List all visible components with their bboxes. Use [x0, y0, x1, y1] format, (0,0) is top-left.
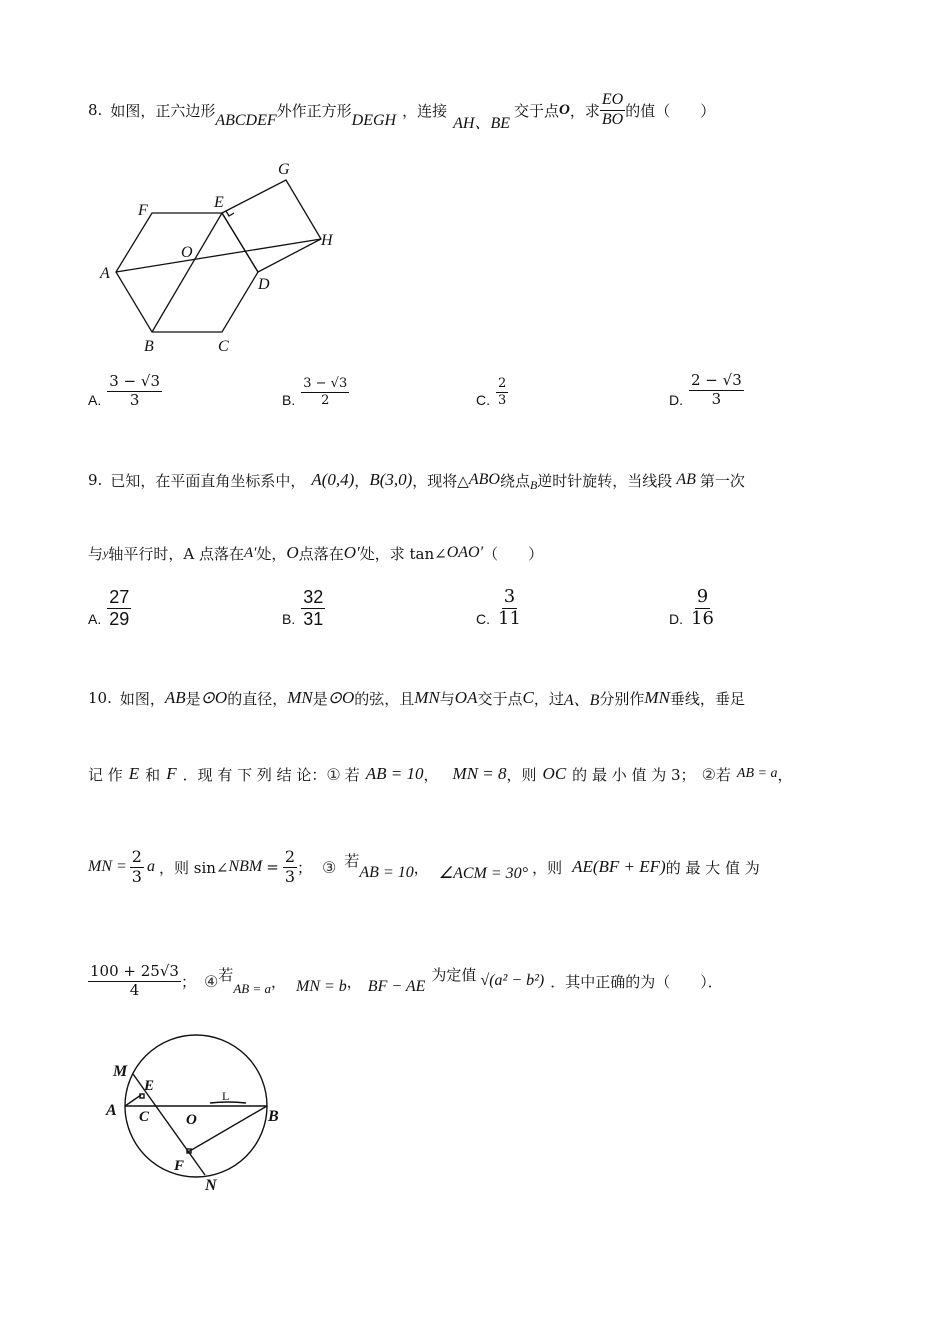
q10-nbm: NBM	[228, 858, 263, 875]
q9-option-b-den: 31	[303, 608, 324, 629]
q8-text-6: 的值（ ）	[625, 101, 716, 120]
q9-option-c-den: 11	[498, 607, 521, 629]
q8-label-d: D	[258, 276, 270, 293]
q10-ab: AB	[164, 688, 186, 707]
q8-option-d-num: 2 − √3	[691, 370, 742, 389]
q10-circled-2: ②	[701, 764, 716, 784]
q10-text-17: 的 最 小 值 为 3；	[572, 765, 696, 784]
q9-text-11: （ ）	[483, 544, 544, 563]
q10-text-26: 的 最 大 值 为	[665, 858, 760, 877]
q8-label-a: A	[100, 265, 110, 282]
q8-label-b: B	[144, 338, 154, 355]
q10-text-8: ，过	[533, 689, 564, 708]
q9-text-7: 轴平行时，A 点落在	[108, 544, 244, 563]
q10-point-c: C	[522, 688, 534, 707]
q8-segments: AH、BE	[453, 114, 511, 132]
q8-ratio-fraction	[600, 92, 625, 129]
q8-square: DEGH	[351, 112, 397, 129]
q10-ab-points: A、B	[563, 691, 600, 709]
q10-text-13: ．现 有 下 列 结 论：	[182, 765, 327, 784]
q9-segment-ab: AB	[676, 471, 696, 488]
q9-option-d-den: 16	[691, 607, 714, 629]
q9-option-c[interactable]	[476, 588, 523, 629]
q10-text-12: 和	[145, 765, 161, 784]
q10-oc: OC	[542, 764, 567, 783]
q8-ratio-den: BO	[601, 110, 624, 128]
q9-point-b: B(3,0)	[369, 470, 413, 489]
q9-option-b-num: 32	[303, 587, 324, 607]
q9-stem-line-1	[88, 466, 745, 494]
q8-option-b-num: 3 − √3	[303, 375, 348, 391]
q8-option-d-label: D.	[669, 392, 683, 408]
q9-option-c-fraction	[496, 588, 523, 629]
q9-y-axis: y	[103, 545, 109, 560]
q10-mn-3: MN	[644, 688, 670, 707]
q8-figure	[95, 150, 355, 360]
q10-text-10: 垂线，垂足	[669, 689, 745, 708]
q10-frac-3	[88, 961, 181, 999]
q10-text-18: 若	[715, 765, 731, 784]
q10-label-l: L	[222, 1089, 230, 1103]
q10-frac-3-den: 4	[129, 980, 140, 999]
q10-frac-2-den: 3	[284, 866, 296, 886]
q10-eq-2: MN = 8	[452, 764, 507, 783]
q10-text-9: 分别作	[599, 689, 645, 708]
q10-text-16: ，则	[506, 765, 537, 784]
q10-text-2: 是	[185, 689, 201, 708]
q10-frac-3-num: 100 + 25√3	[90, 961, 179, 980]
q10-text-19: ，	[777, 765, 793, 784]
q10-text-31: 为定值	[431, 965, 477, 984]
q8-option-c-fraction	[496, 377, 508, 407]
q10-label-e: E	[144, 1078, 155, 1094]
q10-text-20: ，则 sin∠	[158, 858, 229, 877]
q10-stem-line-3	[88, 842, 760, 892]
q9-point-a: A(0,4)	[311, 470, 355, 489]
q8-option-c[interactable]	[476, 376, 508, 408]
q9-text-4: 逆时针旋转，当线段	[537, 471, 673, 490]
q8-option-b-fraction	[301, 377, 349, 407]
q10-frac-1-den: 3	[131, 866, 142, 886]
q10-label-a: A	[106, 1102, 117, 1119]
q9-option-d-num: 9	[696, 586, 709, 607]
q8-option-d-fraction	[689, 370, 744, 408]
q10-circled-1: ①	[326, 764, 341, 784]
q8-label-h: H	[321, 232, 333, 249]
q10-eq-7: MN = b	[295, 978, 347, 995]
q9-option-a[interactable]	[88, 588, 131, 629]
q9-option-b-label: B.	[282, 611, 296, 628]
q10-text-3: 的直径，	[227, 689, 288, 708]
q9-pivot-b: B	[529, 477, 538, 492]
q8-number: 8.	[88, 101, 103, 119]
q8-label-e: E	[214, 194, 224, 211]
q9-option-a-den: 29	[109, 608, 130, 629]
q9-text-8: 处，	[256, 544, 287, 563]
q8-right-angle-mark	[226, 211, 234, 216]
q10-expr: AE(BF + EF)	[572, 857, 666, 876]
q9-text-2: ，现将△	[412, 471, 469, 490]
q10-circle-o-2: ⊙O	[327, 688, 355, 707]
q9-option-b[interactable]	[282, 588, 325, 629]
q9-option-a-label: A.	[88, 611, 102, 628]
q10-label-o: O	[186, 1112, 197, 1128]
q9-option-d[interactable]	[669, 588, 716, 629]
q8-text-1: 如图，正六边形	[110, 101, 216, 120]
q8-option-c-den: 3	[498, 392, 507, 408]
q8-option-c-num: 2	[498, 375, 507, 391]
q9-number: 9.	[88, 471, 103, 489]
q9-option-c-label: C.	[476, 611, 490, 628]
q10-label-c: C	[139, 1109, 150, 1125]
q10-mn-a: a	[146, 858, 155, 875]
q8-point-o: O	[559, 101, 570, 118]
q9-text-6: 与	[88, 544, 104, 563]
q9-text-10: 处，求 tan∠	[359, 544, 447, 563]
q8-option-d[interactable]	[669, 372, 744, 408]
q8-text-5: ，求	[569, 101, 600, 120]
q8-ratio-num: EO	[600, 92, 625, 111]
q10-label-n: N	[205, 1177, 217, 1194]
q10-sqrt: √(a² − b²)	[480, 972, 545, 989]
q8-option-a[interactable]	[88, 374, 162, 409]
q10-stem-line-1	[88, 684, 745, 712]
q10-circled-4: ④	[203, 971, 219, 991]
q9-option-d-label: D.	[669, 611, 683, 628]
q10-text-7: 交于点	[477, 689, 523, 708]
q9-stem-line-2	[88, 540, 543, 566]
q8-text-2: 外作正方形	[276, 101, 352, 120]
q10-point-e: E	[128, 764, 140, 783]
q9-a-prime: A′	[243, 544, 257, 561]
q8-option-b[interactable]	[282, 376, 349, 408]
q8-option-a-fraction	[107, 374, 162, 409]
q9-o: O	[286, 543, 299, 562]
q8-hexagon: ABCDEF	[215, 112, 277, 129]
q10-text-4: 是	[312, 689, 328, 708]
q10-eq-8: BF − AE	[367, 978, 426, 995]
q8-option-a-den: 3	[129, 390, 140, 409]
q9-text-5: 第一次	[699, 471, 745, 490]
q10-text-6: 与	[439, 689, 455, 708]
q10-text-1: 如图，	[119, 689, 165, 708]
q9-text-1: 已知，在平面直角坐标系中，	[110, 471, 306, 490]
q8-text-4: 交于点	[514, 101, 560, 120]
q9-option-a-num: 27	[109, 587, 130, 607]
q9-angle: OAO′	[446, 544, 484, 561]
q8-label-c: C	[218, 338, 229, 355]
q10-text-24: ，	[413, 858, 429, 877]
q10-mn-2: MN	[414, 688, 440, 707]
q10-stem-line-2	[88, 760, 793, 788]
q10-text-32: ．其中正确的为（ ）．	[550, 972, 723, 991]
q8-label-o: O	[181, 244, 193, 261]
q10-eq-6: AB = a	[233, 981, 271, 996]
q8-option-c-label: C.	[476, 392, 490, 408]
q8-line-be	[152, 213, 222, 332]
q10-text-30: ，	[346, 972, 362, 991]
q10-text-25: ，则	[532, 858, 563, 877]
q9-text-9: 点落在	[298, 544, 344, 563]
q10-circled-3: ③	[322, 857, 337, 877]
q10-frac-2-num: 2	[284, 846, 296, 866]
q9-option-a-fraction	[107, 588, 131, 629]
q10-figure	[100, 1028, 290, 1198]
q10-text-23: 若	[344, 851, 360, 870]
q8-square-shape	[222, 180, 321, 272]
q8-option-b-label: B.	[282, 392, 296, 408]
q10-eq-4: AB = 10	[359, 864, 414, 881]
q10-text-22: ；	[297, 858, 313, 877]
q10-circle-o-1: ⊙O	[200, 688, 228, 707]
q9-option-b-fraction	[301, 588, 325, 629]
q8-label-f: F	[138, 202, 148, 219]
q8-stem	[88, 88, 715, 132]
q10-text-21: =	[266, 858, 279, 876]
q10-text-15: ，	[423, 765, 439, 784]
q10-number: 10.	[88, 689, 112, 707]
q10-text-29: ，	[270, 972, 286, 991]
q10-text-11: 记 作	[88, 765, 123, 784]
q10-text-14: 若	[344, 765, 360, 784]
q10-eq-5: ∠ACM = 30°	[438, 865, 529, 882]
q10-oa: OA	[454, 688, 478, 707]
q8-text-3: ，连接	[402, 101, 448, 120]
q10-eq-3: AB = a	[736, 766, 778, 781]
q10-eq-1: AB = 10	[365, 764, 424, 783]
q10-right-angle-e	[140, 1094, 144, 1098]
q8-option-a-label: A.	[88, 392, 102, 409]
q10-frac-2	[283, 846, 297, 886]
q10-label-f: F	[174, 1158, 185, 1174]
q10-label-b: B	[268, 1108, 279, 1125]
q10-mn-eq: MN =	[88, 858, 127, 875]
q9-option-d-fraction	[689, 588, 716, 629]
q10-text-5: 的弦，且	[354, 689, 415, 708]
q10-frac-1-num: 2	[131, 846, 142, 866]
q8-option-a-num: 3 − √3	[109, 372, 160, 390]
q10-stem-line-4	[88, 955, 723, 1007]
q10-text-27: ；	[180, 972, 196, 991]
q9-sep: ，	[354, 471, 370, 490]
q8-label-g: G	[278, 161, 290, 178]
q9-option-c-num: 3	[503, 586, 516, 607]
q9-o-prime: O′	[343, 543, 360, 562]
q9-text-3: 绕点	[499, 471, 530, 490]
q8-option-d-den: 3	[711, 389, 722, 408]
q10-frac-1	[130, 846, 144, 886]
q10-line-ae	[125, 1095, 141, 1106]
q10-text-28: 若	[218, 965, 234, 984]
q10-mn-1: MN	[287, 688, 313, 707]
q10-point-f: F	[166, 764, 177, 783]
q9-triangle: ABO	[468, 471, 500, 488]
q8-option-b-den: 2	[321, 392, 330, 408]
q10-label-m: M	[113, 1063, 128, 1080]
